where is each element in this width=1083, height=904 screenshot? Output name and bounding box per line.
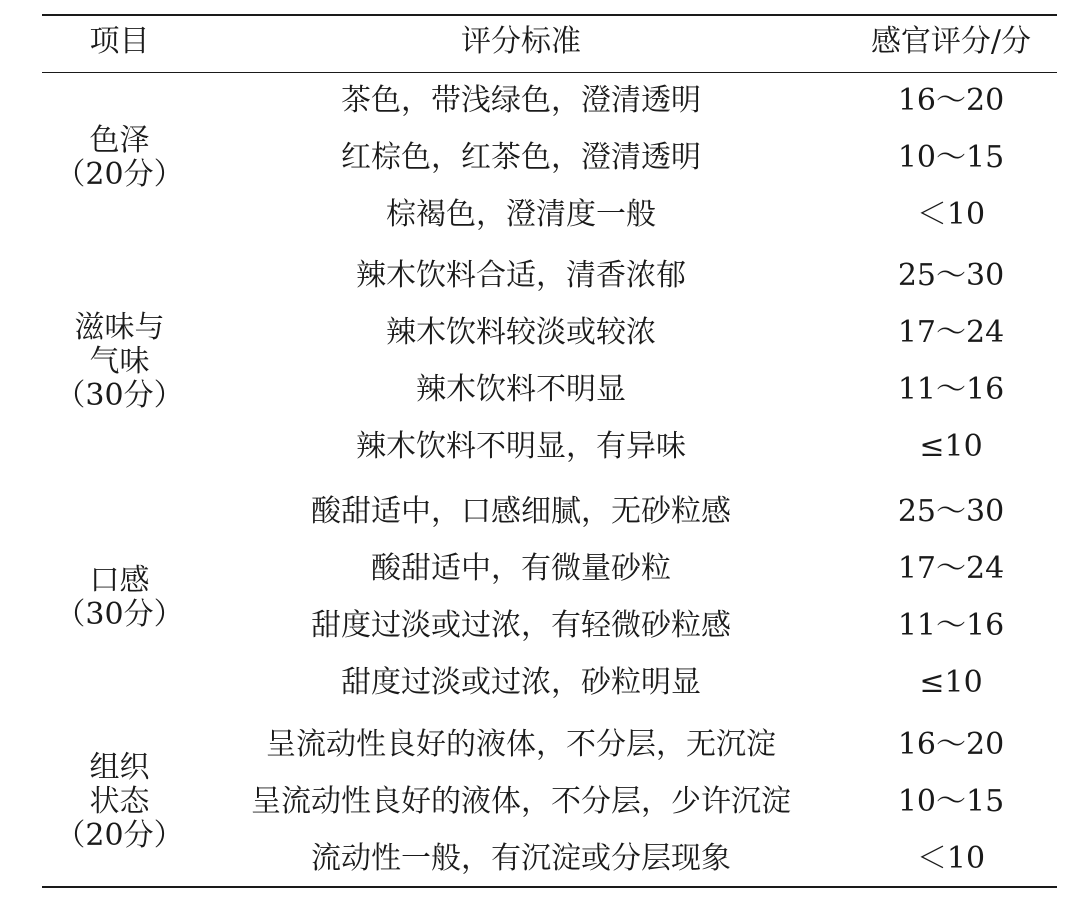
header-item: 项目 xyxy=(89,24,150,59)
item-label-line: 组织 xyxy=(89,750,150,785)
score-cell: 16～20 xyxy=(897,83,1005,118)
item-cell xyxy=(42,495,197,700)
criteria-cell: 辣木饮料较淡或较浓 xyxy=(386,315,656,350)
score-cell: ＜10 xyxy=(916,197,986,232)
score-cell: 16～20 xyxy=(897,727,1005,762)
score-cell: ＜10 xyxy=(916,841,986,876)
item-label-line: （20分） xyxy=(55,818,184,853)
item-label-line: 气味 xyxy=(89,343,150,379)
score-cell: 10～15 xyxy=(897,140,1005,175)
header-criteria: 评分标准 xyxy=(461,24,581,59)
item-label-line: 色泽 xyxy=(89,123,150,158)
item-label-line: 状态 xyxy=(89,784,150,819)
item-cell xyxy=(42,84,197,232)
score-cell: 11～16 xyxy=(897,608,1005,643)
criteria-cell: 流动性一般，有沉淀或分层现象 xyxy=(311,841,731,876)
item-label-line: 滋味与 xyxy=(74,309,165,345)
score-cell: ≤10 xyxy=(919,665,983,700)
score-cell: 11～16 xyxy=(897,372,1005,407)
table-top-rule xyxy=(42,14,1057,16)
score-cell: 17～24 xyxy=(897,315,1005,350)
score-cell: 17～24 xyxy=(897,551,1005,586)
header-score: 感官评分/分 xyxy=(870,24,1032,59)
criteria-cell: 酸甜适中，口感细腻，无砂粒感 xyxy=(311,494,731,529)
item-label-line: （20分） xyxy=(55,157,184,192)
criteria-cell: 茶色，带浅绿色，澄清透明 xyxy=(341,83,701,118)
criteria-cell: 辣木饮料合适，清香浓郁 xyxy=(356,258,686,293)
criteria-cell: 辣木饮料不明显，有异味 xyxy=(356,429,686,464)
item-label-line: 口感 xyxy=(89,562,150,598)
item-label-line: （30分） xyxy=(55,377,184,413)
score-cell: ≤10 xyxy=(919,429,983,464)
criteria-cell: 呈流动性良好的液体，不分层，无沉淀 xyxy=(266,727,776,762)
criteria-cell: 棕褐色，澄清度一般 xyxy=(386,197,656,232)
score-cell: 25～30 xyxy=(897,494,1005,529)
criteria-cell: 甜度过淡或过浓，有轻微砂粒感 xyxy=(311,608,731,643)
score-cell: 25～30 xyxy=(897,258,1005,293)
score-cell: 10～15 xyxy=(897,784,1005,819)
table-bottom-rule xyxy=(42,886,1057,888)
criteria-cell: 辣木饮料不明显 xyxy=(416,372,626,407)
criteria-cell: 呈流动性良好的液体，不分层，少许沉淀 xyxy=(251,784,791,819)
table-header-rule xyxy=(42,72,1057,73)
item-label-line: （30分） xyxy=(55,596,184,632)
item-cell xyxy=(42,259,197,464)
criteria-cell: 甜度过淡或过浓，砂粒明显 xyxy=(341,665,701,700)
criteria-cell: 红棕色，红茶色，澄清透明 xyxy=(341,140,701,175)
criteria-cell: 酸甜适中，有微量砂粒 xyxy=(371,551,671,586)
item-cell xyxy=(42,728,197,876)
